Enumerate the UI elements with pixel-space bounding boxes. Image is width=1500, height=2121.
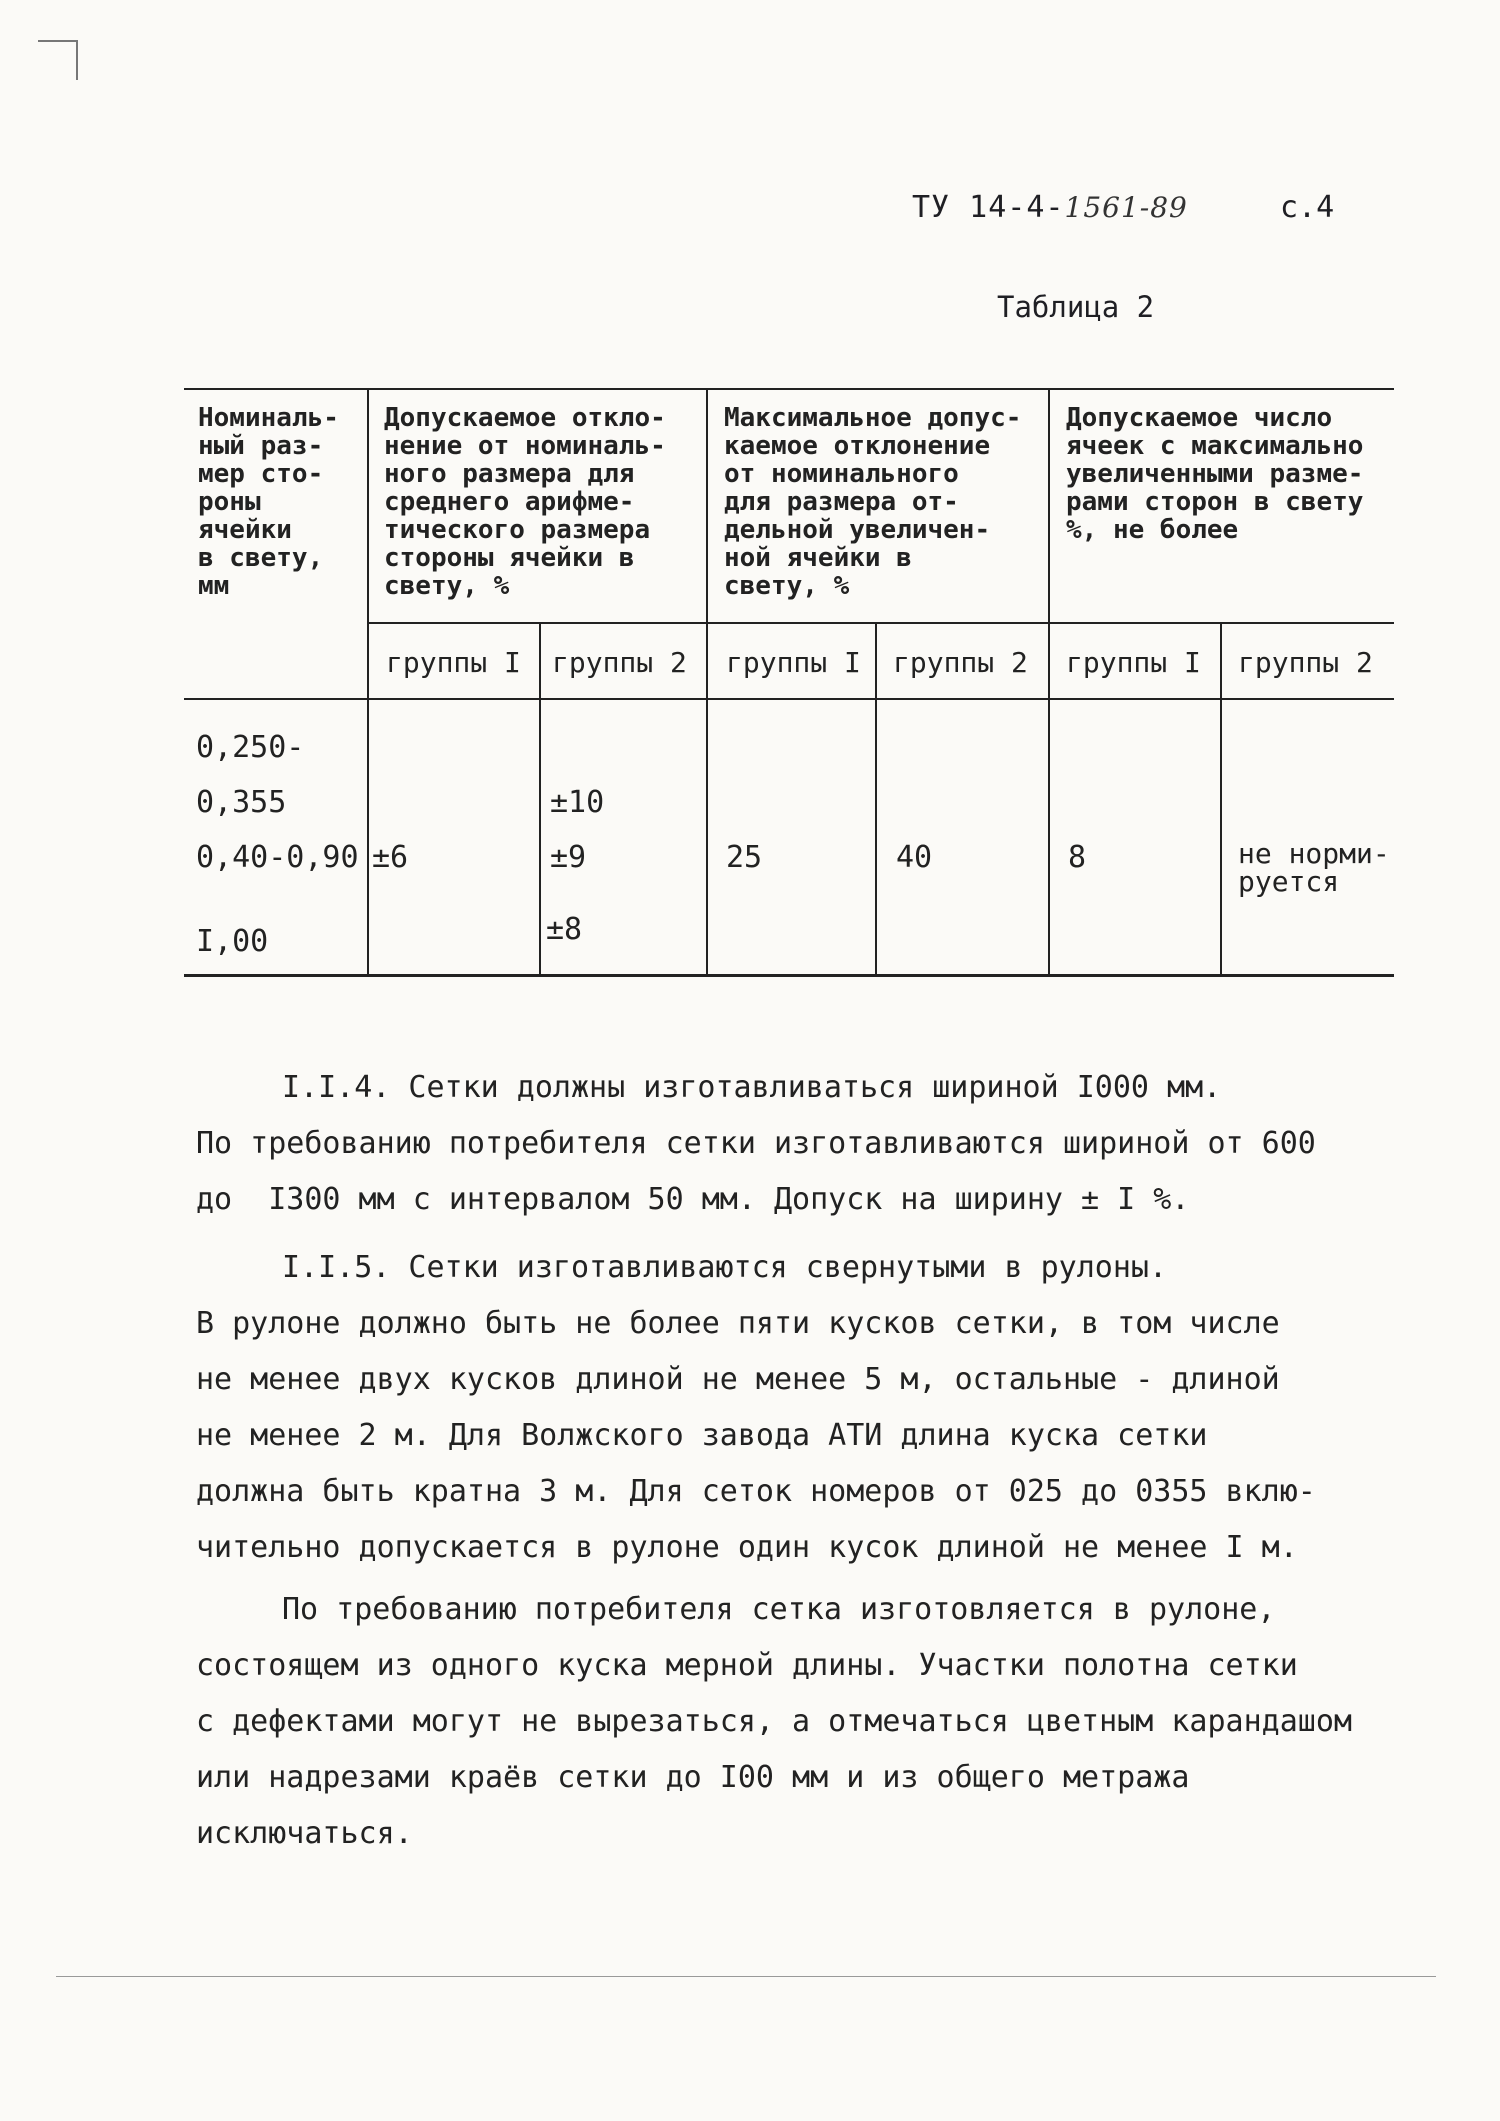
subheader-avg-g2: группы 2 [552,646,687,679]
paragraph-line: не менее 2 м. Для Волжского завода АТИ длина куска сетки [196,1418,1208,1453]
max-deviation-group1: 25 [726,840,763,875]
scan-bottom-line [56,1976,1436,1977]
avg-deviation-group1: ±6 [372,840,409,875]
scan-edge-mark [38,40,78,42]
scan-edge-mark [76,40,78,80]
document-number-handwritten: 1561-89 [1064,191,1188,224]
page-number: с.4 [1280,190,1335,225]
paragraph-line: чительно допускается в рулоне один кусок длиной не менее I м. [196,1530,1298,1565]
subheader-max-g1: группы I [726,646,861,679]
cell-count-group1: 8 [1068,840,1087,875]
document-code [912,190,1188,225]
document-code-prefix: ТУ 14-4- [912,190,1065,225]
subheader-count-g1: группы I [1066,646,1201,679]
paragraph-line: По требованию потребителя сетка изготовляется в рулоне, [282,1592,1276,1627]
column-header-cell-count: Допускаемое число ячеек с максимально увеличенными разме- рами сторон в свету %, не более [1066,404,1364,544]
avg-deviation-group2: ±10 [550,785,605,820]
table-subheader-divider [368,622,1394,624]
paragraph-line: I.I.4. Сетки должны изготавливаться шириной I000 мм. [282,1070,1222,1105]
size-value: 0,355 [196,785,287,820]
col-divider-4 [875,622,877,976]
table-top-border [184,388,1394,390]
size-value: 0,40-0,90 [196,840,359,875]
col-divider-5 [1048,388,1050,976]
col-divider-6 [1220,622,1222,976]
size-value: I,00 [196,924,269,959]
paragraph-line: должна быть кратна 3 м. Для сеток номеров от 025 до 0355 вклю- [196,1474,1316,1509]
paragraph-line: до I300 мм с интервалом 50 мм. Допуск на ширину ± I %. [196,1182,1190,1217]
table-bottom-border [184,974,1394,977]
subheader-count-g2: группы 2 [1238,646,1373,679]
col-divider-3 [706,388,708,976]
max-deviation-group2: 40 [896,840,933,875]
subheader-avg-g1: группы I [386,646,521,679]
paragraph-line: По требованию потребителя сетки изготавливаются шириной от 600 [196,1126,1316,1161]
avg-deviation-group2: ±8 [546,912,583,947]
paragraph-line: не менее двух кусков длиной не менее 5 м, остальные - длиной [196,1362,1280,1397]
col-divider-2 [539,622,541,976]
paragraph-line: В рулоне должно быть не более пяти кусков сетки, в том числе [196,1306,1280,1341]
col-divider-1 [367,388,369,976]
table-header-bottom [184,698,1394,700]
paragraph-line: с дефектами могут не вырезаться, а отмечаться цветным карандашом [196,1704,1352,1739]
size-value: 0,250- [196,730,305,765]
paragraph-line: или надрезами краёв сетки до I00 мм и из общего метража [196,1760,1190,1795]
avg-deviation-group2: ±9 [550,840,587,875]
paragraph-line: I.I.5. Сетки изготавливаются свернутыми в рулоны. [282,1250,1168,1285]
subheader-max-g2: группы 2 [893,646,1028,679]
column-header-max-deviation: Максимальное допус- каемое отклонение от номинального для размера от- дельной увеличен- ной ячейки в свету, % [724,403,1022,601]
column-header-size: Номиналь- ный раз- мер сто- роны ячейки в свету, мм [198,403,339,601]
table-label: Таблица 2 [997,290,1155,324]
cell-count-group2: не норми- руется [1238,837,1390,898]
column-header-avg-deviation: Допускаемое откло- нение от номиналь- ного размера для среднего арифме- тического размера стороны ячейки в свету, % [384,403,666,601]
paragraph-line: состоящем из одного куска мерной длины. Участки полотна сетки [196,1648,1298,1683]
paragraph-line: исключаться. [196,1816,413,1851]
